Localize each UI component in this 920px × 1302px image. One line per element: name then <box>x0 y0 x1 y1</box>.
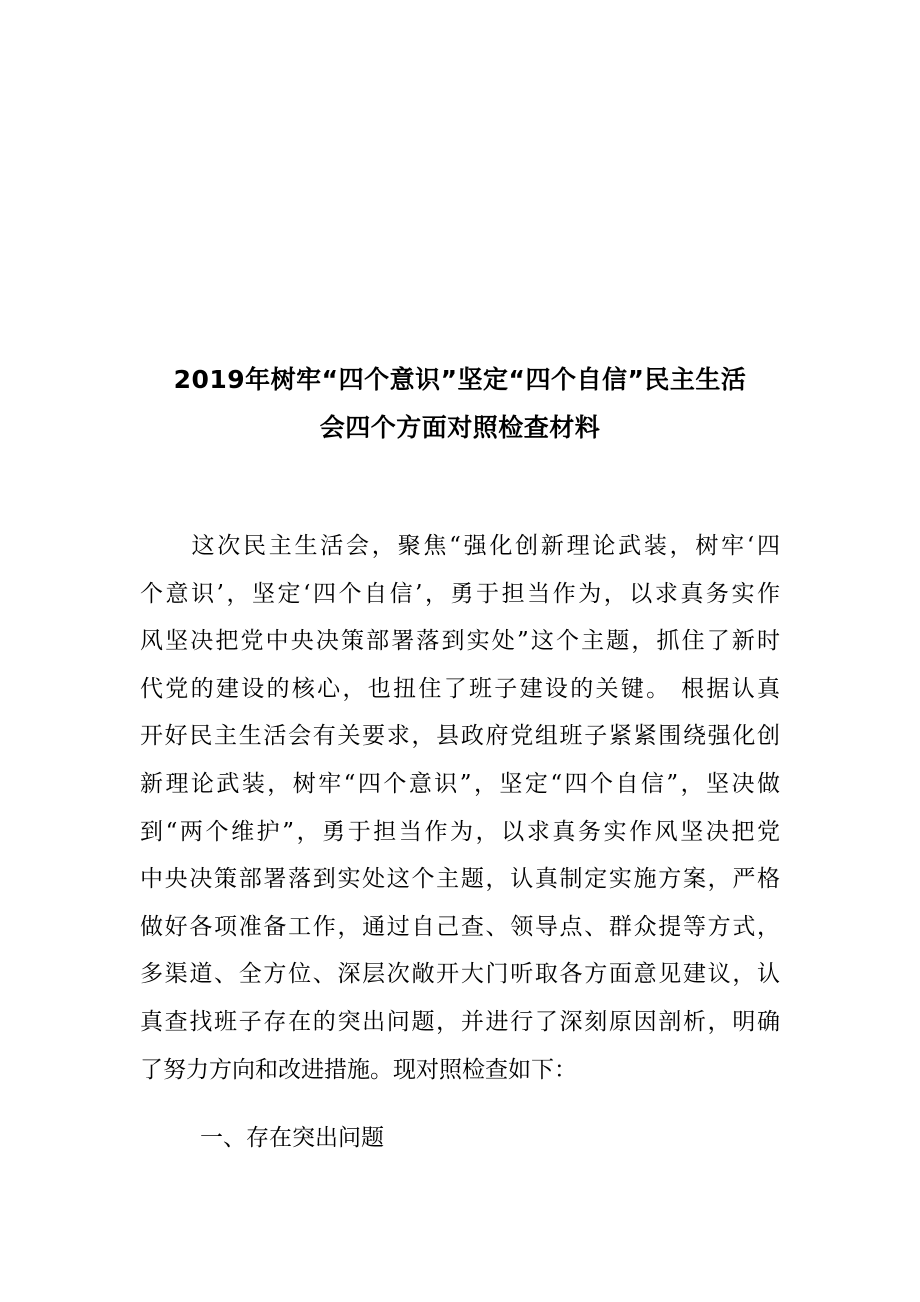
paragraph-line: 真查找班子存在的突出问题，并进行了深刻原因剖析，明确 <box>140 1008 780 1035</box>
paragraph-line: 多渠道、全方位、深层次敞开大门听取各方面意见建议，认 <box>140 961 780 988</box>
section-heading: 一、存在突出问题 <box>200 1125 384 1151</box>
paragraph-line: 中央决策部署落到实处这个主题，认真制定实施方案，严格 <box>140 866 780 893</box>
paragraph-line: 到“两个维护”，勇于担当作为，以求真务实作风坚决把党 <box>140 818 780 845</box>
intro-paragraph <box>140 523 780 1094</box>
title-line-1: 2019年树牢“四个意识”坚定“四个自信”民主生活 <box>173 365 747 394</box>
paragraph-line: 这次民主生活会，聚焦“强化创新理论武装，树牢‘四 <box>140 533 780 559</box>
document-title <box>100 356 820 452</box>
paragraph-line: 做好各项准备工作，通过自己查、领导点、群众提等方式， <box>140 913 780 940</box>
paragraph-line: 个意识’，坚定‘四个自信’，勇于担当作为，以求真务实作 <box>140 580 780 607</box>
paragraph-line: 风坚决把党中央决策部署落到实处”这个主题，抓住了新时 <box>140 628 780 655</box>
paragraph-line: 新理论武装，树牢“四个意识”，坚定“四个自信”，坚决做 <box>140 770 780 797</box>
paragraph-line: 了努力方向和改进措施。现对照检查如下： <box>140 1056 577 1083</box>
paragraph-line: 代党的建设的核心，也扭住了班子建设的关键。 根据认真 <box>140 675 780 702</box>
title-line-2: 会四个方面对照检查材料 <box>319 413 601 442</box>
paragraph-line: 开好民主生活会有关要求，县政府党组班子紧紧围绕强化创 <box>140 723 780 750</box>
